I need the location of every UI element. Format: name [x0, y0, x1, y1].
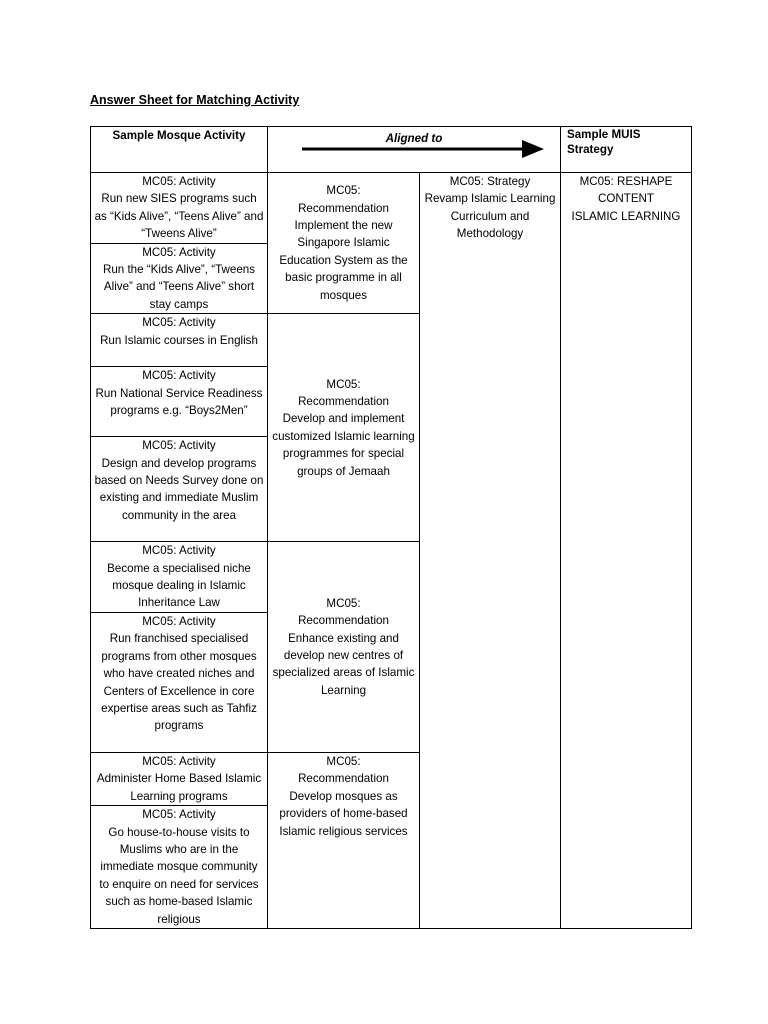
strategy-code: MC05: Strategy	[449, 175, 531, 188]
header-row	[91, 127, 692, 173]
recommendation-label: Recommendation	[298, 201, 389, 215]
header-aligned	[268, 127, 561, 173]
activity-cell	[91, 314, 268, 367]
recommendation-cell	[268, 314, 420, 542]
muis-strategy-line1: MC05: RESHAPE	[579, 175, 673, 188]
recommendation-code: MC05:	[326, 377, 361, 391]
activity-cell	[91, 806, 268, 929]
activity-text: Run franchised specialised programs from other mosques who have created niches and Centers of Excellence in core expertise areas such as Tahfiz programs	[101, 632, 257, 733]
activity-text: Run new SIES programs such as “Kids Alive”, “Teens Alive” and “Tweens Alive”	[94, 192, 264, 241]
recommendation-text: Develop and implement customized Islamic learning programmes for special groups of Jemaah	[272, 412, 415, 478]
recommendation-text: Enhance existing and develop new centres of specialized areas of Islamic Learning	[272, 631, 415, 697]
page-title: Answer Sheet for Matching Activity	[90, 93, 300, 107]
activity-code: MC05: Activity	[142, 808, 216, 822]
activity-code: MC05: Activity	[142, 245, 216, 259]
activity-code: MC05: Activity	[142, 544, 216, 558]
activity-cell	[91, 243, 268, 314]
activity-code: MC05: Activity	[142, 439, 216, 453]
recommendation-label: Recommendation	[298, 614, 389, 628]
recommendation-cell	[268, 752, 420, 928]
activity-code: MC05: Activity	[142, 369, 216, 383]
recommendation-label: Recommendation	[298, 394, 389, 408]
activity-cell	[91, 542, 268, 613]
activity-cell	[91, 367, 268, 437]
recommendation-code: MC05:	[326, 754, 361, 768]
activity-code: MC05: Activity	[142, 754, 216, 768]
recommendation-label: Recommendation	[298, 772, 389, 786]
right-arrow-icon	[302, 139, 544, 159]
recommendation-cell	[268, 173, 420, 314]
recommendation-cell	[268, 542, 420, 753]
activity-cell	[91, 437, 268, 542]
muis-strategy-cell	[561, 173, 692, 929]
muis-strategy-line2: CONTENT	[597, 192, 655, 206]
header-activity: Sample Mosque Activity	[91, 127, 268, 173]
activity-cell	[91, 612, 268, 752]
activity-text: Run the “Kids Alive”, “Tweens Alive” and “Teens Alive” short stay camps	[102, 263, 256, 311]
activity-text: Design and develop programs based on Needs Survey done on existing and immediate Muslim community in the area	[94, 456, 264, 522]
activity-text: Run Islamic courses in English	[100, 333, 258, 347]
activity-text: Run National Service Readiness programs e.g. “Boys2Men”	[95, 386, 263, 418]
activity-text: Go house-to-house visits to Muslims who are in the immediate mosque community to enquire on need for services such as home-based Islamic religious	[99, 825, 259, 926]
recommendation-code: MC05:	[326, 184, 361, 198]
activity-text: Become a specialised niche mosque dealing in Islamic Inheritance Law	[107, 561, 251, 610]
activity-text: Administer Home Based Islamic Learning programs	[96, 772, 262, 803]
aligned-to-label: Aligned to	[385, 132, 443, 145]
strategy-cell	[420, 173, 561, 929]
activity-cell	[91, 752, 268, 805]
recommendation-text: Implement the new Singapore Islamic Education System as the basic programme in all mosques	[279, 219, 408, 302]
header-strategy: Sample MUIS Strategy	[561, 127, 692, 173]
recommendation-text: Develop mosques as providers of home-based Islamic religious services	[279, 789, 408, 838]
strategy-text: Revamp Islamic Learning Curriculum and Methodology	[424, 192, 556, 241]
matching-table	[90, 126, 692, 929]
recommendation-code: MC05:	[326, 596, 361, 610]
activity-cell	[91, 173, 268, 244]
activity-code: MC05: Activity	[142, 316, 216, 330]
activity-code: MC05: Activity	[142, 614, 216, 628]
muis-strategy-line3: ISLAMIC LEARNING	[571, 209, 681, 223]
activity-code: MC05: Activity	[142, 175, 216, 188]
